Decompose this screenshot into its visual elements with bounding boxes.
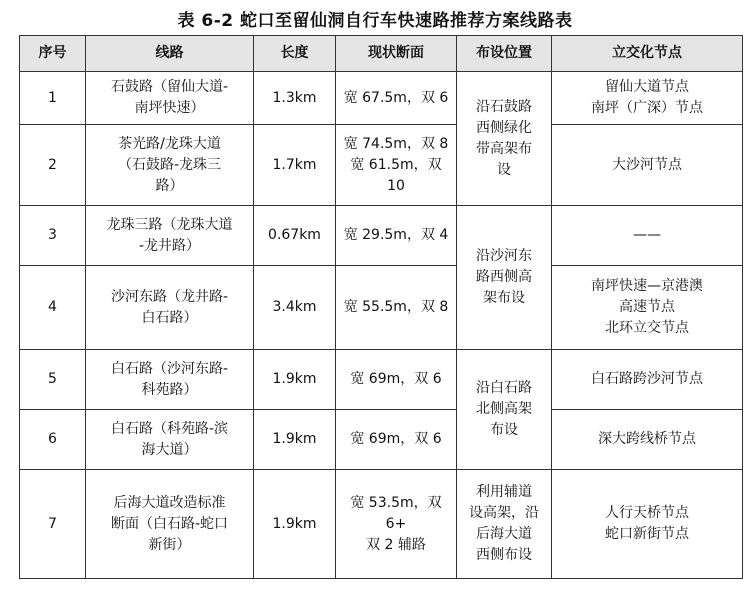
table-title: 表 6-2 蛇口至留仙洞自行车快速路推荐方案线路表 [177,11,573,31]
row-section-text: 宽 69m，双 6 [350,431,442,447]
row-length-text: 1.9km [272,431,317,447]
row-section [336,350,457,410]
header-no: 序号 [20,36,86,72]
row-no [20,206,86,266]
row-route-text: 白石路（科苑路-滨 海大道） [110,420,229,458]
header-node: 立交化节点 [552,36,743,72]
row-position [457,470,552,579]
row-route-text: 白石路（沙河东路- 科苑路） [110,360,229,398]
row-no [20,350,86,410]
row-position-text: 利用辅道 设高架，沿 后海大道 西侧布设 [469,484,539,563]
row-node-text: 留仙大道节点 南坪（广深）节点 [591,79,703,116]
row-node [552,266,743,350]
row-position [457,206,552,350]
row-section-text: 宽 69m，双 6 [350,371,442,387]
table-row [20,266,743,350]
row-no-text: 3 [48,227,57,243]
row-position-text: 沿石鼓路 西侧绿化 带高架布 设 [476,98,532,178]
row-no-text: 4 [48,299,57,315]
row-section [336,410,457,470]
row-section-text: 宽 53.5m，双 6+ 双 2 辅路 [350,494,442,553]
route-table [19,35,743,579]
row-section [336,266,457,350]
row-section-text: 宽 55.5m，双 8 [343,299,449,315]
row-position [457,350,552,470]
row-no [20,470,86,579]
row-no [20,72,86,125]
row-position [457,72,552,206]
row-route-text: 沙河东路（龙井路- 白石路） [110,288,229,326]
row-node-text: —— [633,227,661,243]
row-section [336,125,457,206]
row-length-text: 1.7km [272,156,317,173]
row-length [254,470,336,579]
row-route [86,470,254,579]
row-node-text: 人行天桥节点 蛇口新街节点 [605,505,689,542]
row-section [336,72,457,125]
table-row [20,410,743,470]
row-no [20,125,86,206]
row-route-text: 后海大道改造标准 断面（白石路-蛇口 新街） [110,494,229,553]
row-node [552,470,743,579]
row-length [254,410,336,470]
row-node [552,350,743,410]
row-route [86,266,254,350]
row-route [86,125,254,206]
row-section-text: 宽 67.5m，双 6 [343,89,449,106]
row-node [552,206,743,266]
header-position: 布设位置 [457,36,552,72]
row-route-text: 石鼓路（留仙大道- 南坪快速） [110,79,229,116]
row-route [86,72,254,125]
table-row [20,125,743,206]
header-row [20,36,743,72]
table-row [20,72,743,125]
row-node-text: 深大跨线桥节点 [598,431,696,447]
row-no-text: 6 [48,431,57,447]
row-no [20,410,86,470]
row-node [552,125,743,206]
row-length [254,125,336,206]
row-route [86,350,254,410]
row-length-text: 0.67km [268,227,321,243]
row-length-text: 1.3km [272,89,317,106]
row-section [336,206,457,266]
row-position-text: 沿沙河东 路西侧高 架布设 [476,248,532,306]
header-route: 线路 [86,36,254,72]
row-position-text: 沿白石路 北侧高架 布设 [476,380,532,438]
row-length [254,266,336,350]
header-section: 现状断面 [336,36,457,72]
table-row [20,470,743,579]
row-route-text: 龙珠三路（龙珠大道 -龙井路） [106,216,233,254]
row-route [86,410,254,470]
row-section-text: 宽 29.5m，双 4 [343,227,449,243]
row-node-text: 南坪快速—京港澳 高速节点 北环立交节点 [591,278,703,336]
header-length: 长度 [254,36,336,72]
row-section [336,470,457,579]
table-row [20,206,743,266]
row-route-text: 茶光路/龙珠大道 （石鼓路-龙珠三 路） [117,135,222,194]
row-length-text: 3.4km [272,299,317,315]
row-section-text: 宽 74.5m，双 8 宽 61.5m，双 10 [343,135,449,194]
row-length [254,206,336,266]
row-node-text: 白石路跨沙河节点 [591,371,703,387]
row-length-text: 1.9km [272,515,317,532]
row-no-text: 7 [48,515,57,532]
row-length [254,350,336,410]
row-node-text: 大沙河节点 [612,156,682,173]
row-no-text: 5 [48,371,57,387]
row-length-text: 1.9km [272,371,317,387]
row-node [552,410,743,470]
row-route [86,206,254,266]
table-row [20,350,743,410]
row-no [20,266,86,350]
row-no-text: 1 [48,89,57,106]
row-no-text: 2 [48,156,57,173]
row-node [552,72,743,125]
row-length [254,72,336,125]
